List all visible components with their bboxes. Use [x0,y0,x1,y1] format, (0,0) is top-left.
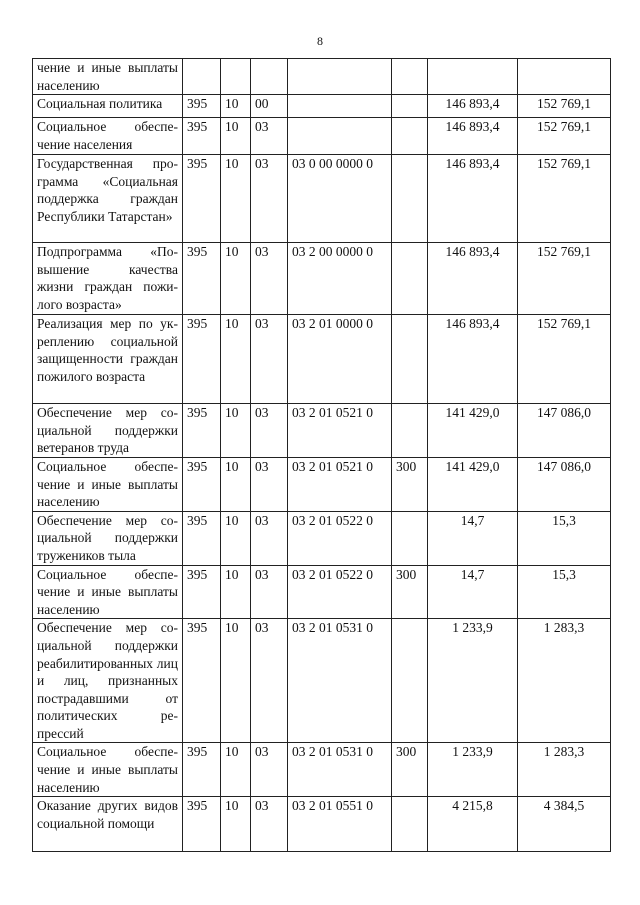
cell-year2: 1 283,3 [518,619,611,743]
cell-year1: 1 233,9 [428,619,518,743]
cell-ved: 395 [183,404,221,458]
cell-rz: 10 [221,95,251,118]
cell-name: Подпрограмма «Повышение качества жизни граждан пожилого возраста» [33,243,183,315]
page-number: 8 [317,34,323,48]
cell-name: Обеспечение мер социальной поддержки тружеников тыла [33,511,183,565]
cell-year1: 14,7 [428,511,518,565]
cell-name: Социальное обеспечение населения [33,118,183,155]
cell-ved: 395 [183,95,221,118]
cell-year2: 147 086,0 [518,457,611,511]
cell-name: Государственная программа «Социальная поддержка граждан Республики Татарстан» [33,155,183,243]
cell-csr: 03 0 00 0000 0 [288,155,392,243]
cell-csr: 03 2 01 0521 0 [288,404,392,458]
cell-csr: 03 2 01 0551 0 [288,797,392,852]
cell-year1: 146 893,4 [428,155,518,243]
cell-vr [392,118,428,155]
cell-year1: 141 429,0 [428,457,518,511]
cell-vr [392,797,428,852]
cell-year2: 147 086,0 [518,404,611,458]
cell-csr: 03 2 01 0000 0 [288,315,392,404]
cell-name: чение и иные выплаты населению [33,59,183,95]
cell-ved: 395 [183,243,221,315]
table-row [33,511,611,565]
cell-csr: 03 2 01 0521 0 [288,457,392,511]
cell-rz: 10 [221,118,251,155]
cell-year2: 1 283,3 [518,743,611,797]
cell-rz: 10 [221,743,251,797]
cell-rz: 10 [221,511,251,565]
cell-name: Обеспечение мер социальной поддержки ветеранов труда [33,404,183,458]
cell-pr [251,59,288,95]
table-row [33,155,611,243]
cell-pr: 03 [251,457,288,511]
table-row [33,619,611,743]
cell-year2: 15,3 [518,565,611,619]
table-row [33,457,611,511]
cell-year2: 152 769,1 [518,155,611,243]
cell-vr [392,95,428,118]
cell-vr [392,404,428,458]
cell-name: Обеспечение мер социальной поддержки реабилитированных лиц и лиц, признанных пострадавшими от политических репрессий [33,619,183,743]
budget-table [32,58,611,852]
cell-year1: 141 429,0 [428,404,518,458]
cell-year2: 15,3 [518,511,611,565]
cell-rz: 10 [221,404,251,458]
cell-year2: 4 384,5 [518,797,611,852]
cell-vr [392,511,428,565]
cell-year2: 152 769,1 [518,315,611,404]
cell-pr: 03 [251,797,288,852]
cell-year1: 146 893,4 [428,315,518,404]
cell-year1 [428,59,518,95]
cell-year1: 1 233,9 [428,743,518,797]
cell-ved: 395 [183,565,221,619]
cell-pr: 00 [251,95,288,118]
table-row [33,95,611,118]
cell-year1: 4 215,8 [428,797,518,852]
cell-vr [392,619,428,743]
cell-csr [288,95,392,118]
cell-csr [288,59,392,95]
table-row [33,797,611,852]
cell-rz: 10 [221,457,251,511]
cell-csr: 03 2 01 0531 0 [288,619,392,743]
cell-rz: 10 [221,619,251,743]
cell-year2: 152 769,1 [518,243,611,315]
cell-ved: 395 [183,155,221,243]
cell-pr: 03 [251,511,288,565]
cell-pr: 03 [251,315,288,404]
cell-rz: 10 [221,155,251,243]
cell-year2 [518,59,611,95]
cell-pr: 03 [251,118,288,155]
cell-ved [183,59,221,95]
cell-vr [392,243,428,315]
cell-rz: 10 [221,243,251,315]
cell-year2: 152 769,1 [518,95,611,118]
table-row [33,404,611,458]
cell-name: Социальное обеспечение и иные выплаты населению [33,743,183,797]
cell-name: Социальная политика [33,95,183,118]
cell-year1: 146 893,4 [428,95,518,118]
table-row [33,243,611,315]
cell-ved: 395 [183,457,221,511]
table-row [33,59,611,95]
cell-ved: 395 [183,619,221,743]
cell-name: Оказание других видов социальной помощи [33,797,183,852]
table-body [33,59,611,852]
cell-vr: 300 [392,565,428,619]
cell-ved: 395 [183,315,221,404]
cell-rz [221,59,251,95]
cell-ved: 395 [183,797,221,852]
cell-csr: 03 2 00 0000 0 [288,243,392,315]
cell-pr: 03 [251,743,288,797]
cell-rz: 10 [221,565,251,619]
cell-ved: 395 [183,118,221,155]
cell-pr: 03 [251,404,288,458]
cell-pr: 03 [251,565,288,619]
cell-csr: 03 2 01 0531 0 [288,743,392,797]
cell-name: Реализация мер по укреплению социальной защищенности граждан пожилого возраста [33,315,183,404]
cell-vr [392,59,428,95]
cell-name: Социальное обеспечение и иные выплаты населению [33,565,183,619]
cell-ved: 395 [183,743,221,797]
cell-vr [392,155,428,243]
cell-year1: 14,7 [428,565,518,619]
table-row [33,743,611,797]
cell-year1: 146 893,4 [428,243,518,315]
cell-year2: 152 769,1 [518,118,611,155]
cell-rz: 10 [221,797,251,852]
cell-vr [392,315,428,404]
cell-name: Социальное обеспечение и иные выплаты населению [33,457,183,511]
cell-vr: 300 [392,743,428,797]
cell-csr: 03 2 01 0522 0 [288,565,392,619]
table-row [33,565,611,619]
cell-vr: 300 [392,457,428,511]
cell-pr: 03 [251,155,288,243]
cell-year1: 146 893,4 [428,118,518,155]
cell-pr: 03 [251,619,288,743]
cell-rz: 10 [221,315,251,404]
cell-csr: 03 2 01 0522 0 [288,511,392,565]
table-row [33,118,611,155]
table-row [33,315,611,404]
cell-pr: 03 [251,243,288,315]
cell-csr [288,118,392,155]
cell-ved: 395 [183,511,221,565]
